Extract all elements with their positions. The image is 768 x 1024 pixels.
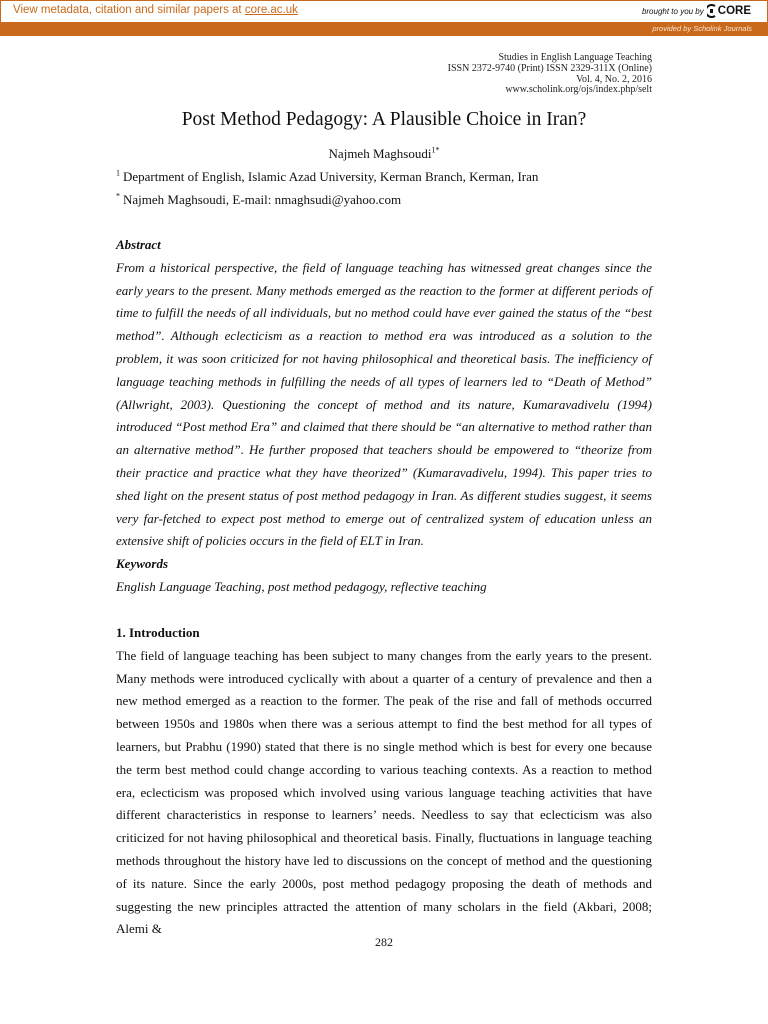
journal-issn: ISSN 2372-9740 (Print) ISSN 2329-311X (Online) [447, 62, 652, 74]
core-link[interactable]: core.ac.uk [244, 4, 298, 16]
provided-by-bar [0, 22, 768, 36]
keywords-heading: Keywords [116, 556, 168, 572]
abstract-text: From a historical perspective, the field of language teaching has witnessed great changes since the early years to the present. Many methods emerged as the reaction to the former at different periods of time to fulfill the needs of all individuals, but no method could have ever gained the status of the “best method”. Although eclecticism as a reaction to method era was introduced as a solution to the problem, it was soon criticized for not having philosophical and theoretical basis. The inefficiency of language teaching methods in fulfilling the needs of all types of learners led to “Death of Method” (Allwright, 2003). Questioning the concept of method and its nature, Kumaravadivelu (1994) introduced “Post method Era” and claimed that there should be “an alternative to method rather than an alternative method”. He further proposed that teachers should be empowered to “theorize from their practice and practice what they have theorized” (Kumaravadivelu, 1994). This paper tries to shed light on the present status of post method pedagogy in Iran. As different studies suggest, it seems very far-fetched to expect post method to emerge out of centralized system of education unless an extensive shift of policies occurs in the field of ELT in Iran. [116, 259, 652, 549]
keywords-text: English Language Teaching, post method pedagogy, reflective teaching [116, 578, 487, 594]
brought-by-text: brought to you by [641, 6, 704, 16]
core-banner [0, 0, 768, 23]
journal-name: Studies in English Language Teaching [498, 52, 652, 63]
metadata-text: View metadata, citation and similar papers at [13, 4, 242, 16]
abstract-section [116, 234, 652, 599]
metadata-notice [13, 4, 298, 16]
core-logo [707, 4, 751, 18]
journal-url: www.scholink.org/ojs/index.php/selt [505, 84, 652, 96]
core-label: CORE [717, 5, 751, 17]
page-number: 282 [375, 935, 393, 949]
contact-marker: * [116, 191, 120, 201]
author-name: Najmeh Maghsoudi [328, 146, 432, 161]
author-superscript: 1* [431, 145, 440, 155]
introduction-section [116, 622, 652, 941]
introduction-heading: 1. Introduction [116, 625, 200, 640]
core-logo-icon [707, 4, 716, 18]
journal-info [448, 53, 652, 96]
brought-by[interactable] [642, 4, 751, 18]
affiliation-marker: 1 [116, 168, 120, 178]
author-line [0, 146, 768, 162]
paper-title: Post Method Pedagogy: A Plausible Choice in Iran? [181, 109, 587, 130]
abstract-heading: Abstract [116, 237, 161, 252]
journal-volume: Vol. 4, No. 2, 2016 [576, 73, 652, 85]
introduction-text: The field of language teaching has been subject to many changes from the early years to the present. Many methods were introduced cyclically with about a quarter of a century of prevalence and then a new method emerged as a reaction to the former. The peak of the rise and fall of methods occurred between 1950s and 1980s when there was a serious attempt to find the best method for all types of learners, but Prabhu (1990) stated that there is no single method which is best for every one because the term best method could change according to various teaching contexts. As a reaction to method era, eclecticism was proposed which involved using various language teaching activities that have different characteristics in response to learners’ needs. Needless to say that eclecticism was also criticized for not having philosophical and theoretical basis. Finally, fluctuations in language teaching methods throughout the history have led to discussions on the concept of method and the questioning of its nature. Since the early 2000s, post method pedagogy proposing the death of methods and suggesting the new principles attracted the attention of many scholars in the field (Akbari, 2008; Alemi & [116, 647, 652, 937]
contact-text: Najmeh Maghsoudi, E-mail: nmaghsudi@yahoo.com [123, 192, 402, 207]
affiliation-text: Department of English, Islamic Azad University, Kerman Branch, Kerman, Iran [123, 169, 539, 184]
provided-by-text: provided by Scholink Journals [652, 24, 752, 33]
